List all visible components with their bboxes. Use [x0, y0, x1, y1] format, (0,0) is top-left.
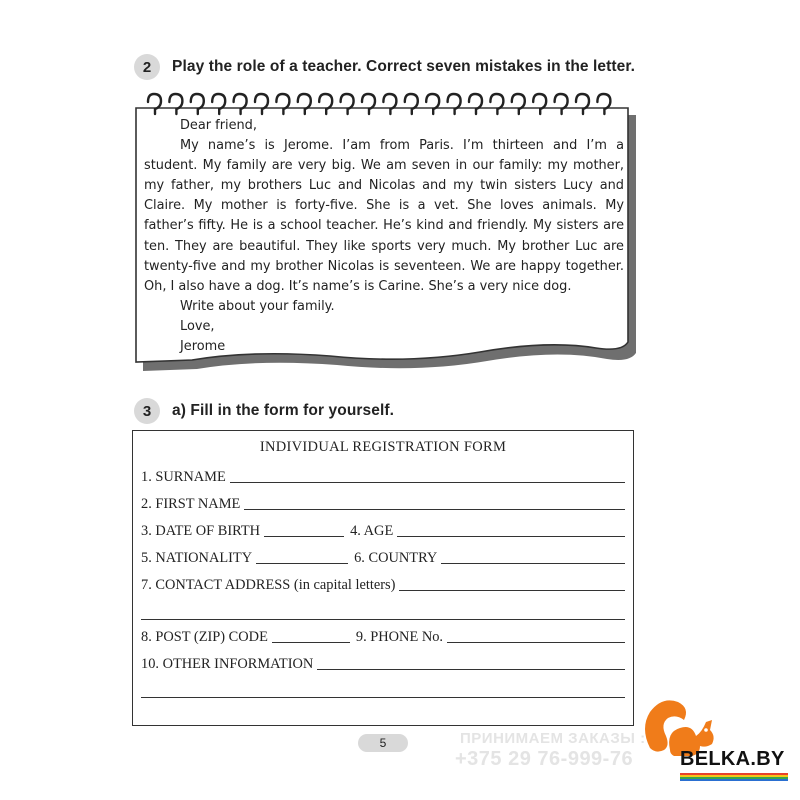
spiral-ring	[512, 94, 525, 114]
exercise-instruction: Play the role of a teacher. Correct seven mistakes in the letter.	[172, 58, 636, 75]
spiral-ring	[148, 94, 161, 114]
spiral-ring	[490, 94, 503, 114]
exercise-instruction: a) Fill in the form for yourself.	[172, 402, 395, 419]
nationality-field[interactable]	[256, 563, 348, 564]
letter-body: My name’s is Jerome. I’am from Paris. I’m thirteen and I’m a student. My family are very big. We am seven in our family: my mother, my father, my brothers Luc and Nicolas and my twin sisters Lucy and Claire. My mother is forty-five. She is a vet. She loves animals. My father’s fifty. He is a school teacher. He’s kind and friendly. My sisters are ten. They are beautiful. They like sports very much. My brother Luc are twenty-five and my brother Nicolas is seventeen. We are happy together. Oh, I also have a dog. It’s name’s is Carine. She’s a very nice dog.	[144, 138, 624, 294]
watermark-text: ПРИНИМАЕМ ЗАКАЗЫ :	[460, 730, 646, 747]
form-row-first-name	[141, 496, 625, 513]
letter-text	[144, 116, 624, 357]
letter-closing-line: Write about your family.	[180, 298, 335, 314]
form-row-post-phone	[141, 629, 625, 646]
other-info-extra-line[interactable]	[141, 697, 625, 698]
country-field[interactable]	[441, 563, 625, 564]
spiral-ring	[169, 94, 182, 114]
spiral-ring	[448, 94, 461, 114]
registration-form	[132, 430, 634, 726]
phone-label: 9. PHONE No.	[355, 629, 444, 645]
spiral-ring	[234, 94, 247, 114]
form-row-dob-age	[141, 523, 625, 540]
contact-address-field[interactable]	[399, 590, 625, 591]
spiral-ring	[191, 94, 204, 114]
form-title: INDIVIDUAL REGISTRATION FORM	[259, 439, 507, 455]
spiral-ring	[426, 94, 439, 114]
phone-field[interactable]	[447, 642, 625, 643]
exercise-number-badge: 2	[134, 54, 160, 80]
letter-sign-off: Love,	[180, 318, 215, 334]
other-info-field[interactable]	[317, 669, 625, 670]
spiral-ring	[555, 94, 568, 114]
spiral-ring	[597, 94, 610, 114]
spiral-ring	[212, 94, 225, 114]
contact-address-note: in capital letters)	[298, 577, 396, 593]
surname-label: 1. SURNAME	[141, 469, 226, 485]
post-code-label: 8. POST (ZIP) CODE	[141, 629, 268, 645]
spiral-ring	[533, 94, 546, 114]
spiral-ring	[576, 94, 589, 114]
country-label: 6. COUNTRY	[354, 550, 438, 566]
contact-address-label: 7. CONTACT ADDRESS (	[141, 577, 299, 593]
letter-greeting: Dear friend,	[180, 118, 257, 133]
form-row-other-info	[141, 656, 625, 673]
brand-logo-text: BELKA.BY	[680, 748, 785, 770]
spiral-ring	[276, 94, 289, 114]
contact-address-extra-line[interactable]	[141, 619, 625, 620]
spiral-ring	[383, 94, 396, 114]
exercise-2-header	[134, 54, 635, 80]
first-name-field[interactable]	[244, 509, 625, 510]
surname-field[interactable]	[230, 482, 625, 483]
letter-signature: Jerome	[180, 339, 226, 355]
first-name-label: 2. FIRST NAME	[141, 496, 241, 512]
page-number: 5	[358, 734, 408, 752]
brand-stripes	[680, 773, 788, 781]
spiral-ring	[341, 94, 354, 114]
form-row-surname	[141, 469, 625, 486]
form-row-nationality-country	[141, 550, 625, 567]
exercise-3-header	[134, 398, 394, 424]
nationality-label: 5. NATIONALITY	[141, 550, 253, 566]
exercise-number-badge: 3	[134, 398, 160, 424]
date-of-birth-field[interactable]	[264, 536, 344, 537]
date-of-birth-label: 3. DATE OF BIRTH	[141, 523, 261, 539]
spiral-ring	[319, 94, 332, 114]
spiral-ring	[298, 94, 311, 114]
age-field[interactable]	[397, 536, 625, 537]
form-row-contact-address	[141, 577, 625, 594]
post-code-field[interactable]	[272, 642, 350, 643]
other-info-label: 10. OTHER INFORMATION	[141, 656, 314, 672]
spiral-ring	[469, 94, 482, 114]
spiral-ring	[362, 94, 375, 114]
spiral-ring	[405, 94, 418, 114]
age-label: 4. AGE	[350, 523, 394, 539]
spiral-ring	[255, 94, 268, 114]
watermark-phone: +375 29 76-999-76	[455, 748, 634, 770]
